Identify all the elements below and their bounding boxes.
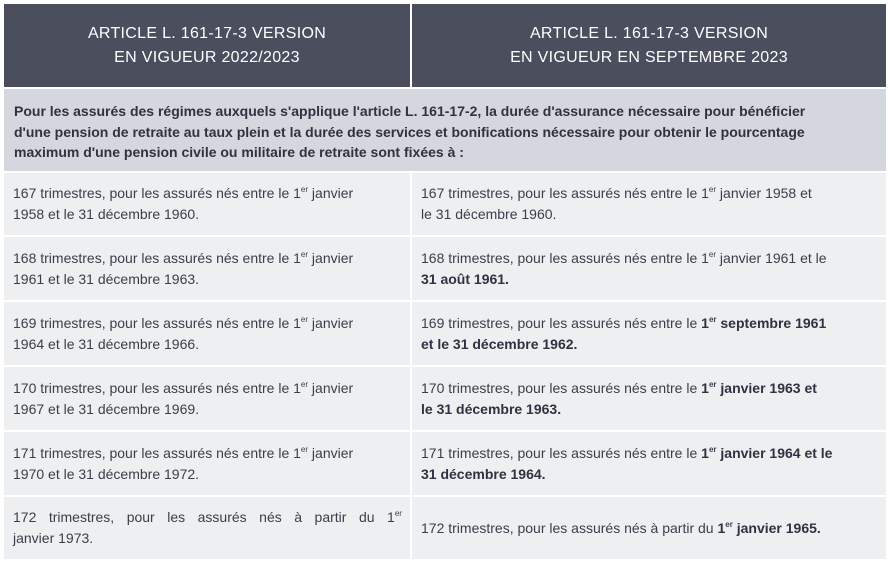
row-4-left-cell: [4, 367, 410, 430]
header-col1-line1: ARTICLE L. 161-17-3 VERSION: [87, 24, 327, 42]
word: partir: [314, 509, 347, 525]
word: assurés: [197, 509, 247, 525]
intro-line-1: Pour les assurés des régimes auxquels s'applique l'article L. 161-17-2, la durée d'assurance nécessaire pour bénéficier: [14, 103, 806, 119]
word: 172: [13, 509, 37, 525]
cell-line: 171 trimestres, pour les assurés nés entre le 1er janvier: [13, 444, 354, 461]
word: trimestres,: [48, 509, 115, 525]
cell-line: 170 trimestres, pour les assurés nés entre le 1er janvier 1963 et: [421, 379, 817, 396]
cell-line: 1961 et le 31 décembre 1963.: [13, 270, 200, 287]
row-6-left-cell: [4, 497, 410, 559]
bold-date: le 31 décembre 1963.: [421, 400, 562, 417]
pension-comparison-table: [4, 4, 886, 559]
header-col1-line2: EN VIGUEUR 2022/2023: [114, 48, 300, 66]
word: les: [167, 509, 186, 525]
superscript: er: [708, 444, 717, 454]
cell-line: [13, 507, 402, 528]
cell-line: 1964 et le 31 décembre 1966.: [13, 335, 200, 352]
superscript: er: [394, 509, 402, 518]
word: pour: [126, 509, 155, 525]
header-col2-line1: ARTICLE L. 161-17-3 VERSION: [529, 24, 769, 42]
cell-line: [421, 464, 878, 485]
row-2-right-cell: [412, 237, 886, 300]
superscript: er: [708, 314, 717, 324]
superscript: er: [300, 249, 309, 259]
superscript: er: [725, 519, 733, 529]
word: du: [358, 509, 375, 525]
cell-line: 168 trimestres, pour les assurés nés entre le 1er janvier: [13, 249, 354, 266]
row-5-left-cell: [4, 432, 410, 495]
row-4-right-cell: [412, 367, 886, 430]
cell-line: 1967 et le 31 décembre 1969.: [13, 400, 200, 417]
cell-line: 167 trimestres, pour les assurés nés entre le 1er janvier 1958 et: [421, 185, 812, 201]
row-3-right-cell: [412, 302, 886, 365]
cell-line: 169 trimestres, pour les assurés nés entre le 1er janvier: [13, 314, 354, 331]
cell-line: 172 trimestres, pour les assurés nés à partir du 1er janvier 1965.: [421, 519, 821, 536]
bold-date: 31 décembre 1964.: [421, 465, 546, 482]
header-col-2022-2023: [4, 4, 410, 87]
word: nés: [259, 509, 282, 525]
cell-line: janvier 1973.: [13, 530, 94, 546]
cell-line: [421, 399, 878, 420]
word: à: [294, 509, 303, 525]
row-6-right-cell: [412, 497, 886, 559]
row-1-left-cell: [4, 173, 410, 235]
cell-line: 1958 et le 31 décembre 1960.: [13, 206, 200, 222]
bold-date: et le 31 décembre 1962.: [421, 335, 578, 352]
superscript: er: [708, 185, 717, 194]
cell-line: 167 trimestres, pour les assurés nés entre le 1er janvier: [13, 185, 354, 201]
superscript: er: [300, 379, 309, 389]
cell-line: 170 trimestres, pour les assurés nés entre le 1er janvier: [13, 379, 354, 396]
superscript: er: [708, 249, 717, 259]
row-3-left-cell: [4, 302, 410, 365]
cell-line: 168 trimestres, pour les assurés nés entre le 1er janvier 1961 et le: [421, 249, 827, 266]
row-1-right-cell: [412, 173, 886, 235]
cell-line: [421, 269, 878, 290]
header-col-septembre-2023: [412, 4, 886, 87]
superscript: er: [708, 379, 717, 389]
cell-line: le 31 décembre 1960.: [421, 206, 557, 222]
cell-line: 1970 et le 31 décembre 1972.: [13, 465, 200, 482]
cell-line: [421, 334, 878, 355]
row-2-left-cell: [4, 237, 410, 300]
cell-line: 169 trimestres, pour les assurés nés entre le 1er septembre 1961: [421, 314, 827, 331]
superscript: er: [300, 444, 309, 454]
superscript: er: [300, 314, 309, 324]
row-5-right-cell: [412, 432, 886, 495]
intro-line-3: maximum d'une pension civile ou militaire de retraite sont fixées à :: [14, 144, 464, 160]
intro-paragraph: [4, 89, 886, 171]
bold-date: 31 août 1961.: [421, 270, 509, 287]
intro-line-2: d'une pension de retraite au taux plein et la durée des services et bonifications nécessaire pour obtenir le pourcentage: [14, 123, 805, 140]
word: 1er: [387, 509, 402, 525]
cell-line: 171 trimestres, pour les assurés nés entre le 1er janvier 1964 et le: [421, 444, 833, 461]
header-col2-line2: EN VIGUEUR EN SEPTEMBRE 2023: [510, 48, 788, 66]
superscript: er: [300, 185, 309, 194]
